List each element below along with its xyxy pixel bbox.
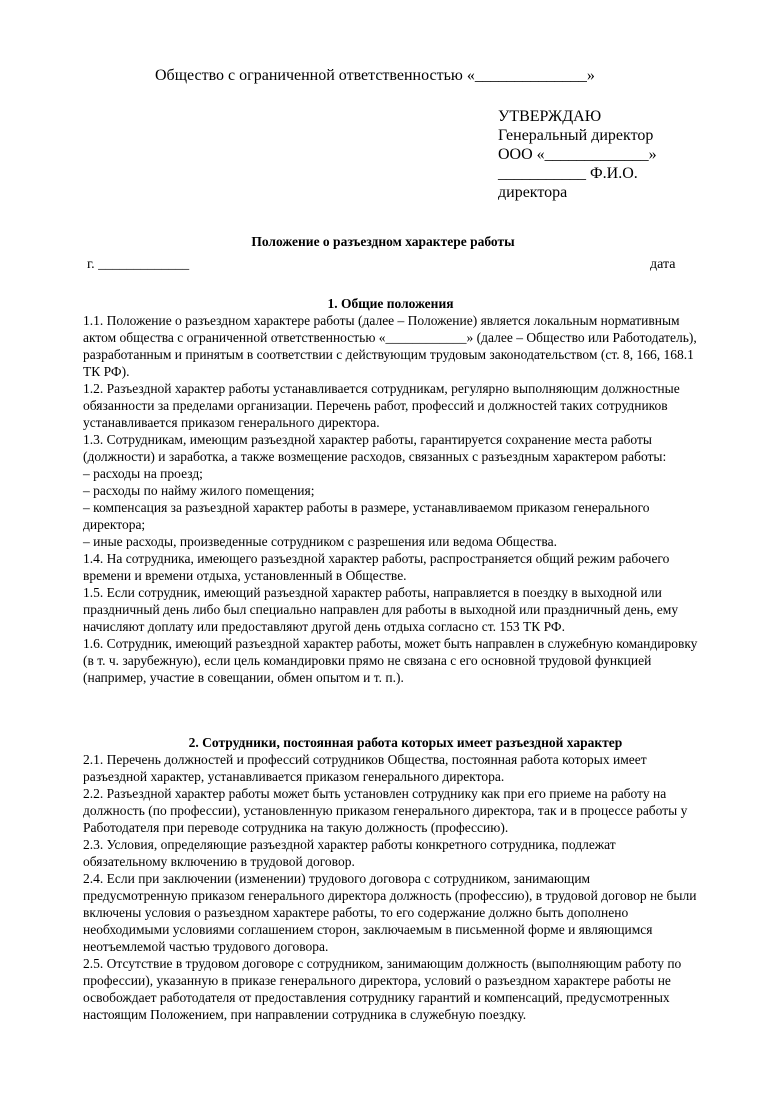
paragraph: 1.1. Положение о разъездном характере работы (далее – Положение) является локальным нормативным актом общества с ограниченной ответственностью «____________» (далее – Общество или Работодатель), разработанным и принятым в соответствии с действующим трудовым законодательством (ст. 8, 166, 168.1 ТК РФ).	[83, 313, 697, 379]
paragraph: 2.3. Условия, определяющие разъездной характер работы конкретного сотрудника, подлежат обязательному включению в трудовой договор.	[83, 837, 616, 869]
list-item: – расходы на проезд;	[83, 466, 203, 481]
paragraph: 1.5. Если сотрудник, имеющий разъездной характер работы, направляется в поездку в выходной или праздничный день либо был специально направлен для работы в выходной или праздничный день, ему начисляют доплату или предоставляют другой день отдыха согласно ст. 153 ТК РФ.	[83, 585, 679, 634]
list-item: – компенсация за разъездной характер работы в размере, устанавливаемом приказом генерального директора;	[83, 500, 650, 532]
section-heading: 2. Сотрудники, постоянная работа которых имеет разъездной характер	[188, 735, 623, 750]
section-general	[83, 295, 698, 686]
date-field: дата	[650, 257, 676, 272]
approval-line: ___________ Ф.И.О.	[498, 165, 638, 182]
approval-line: УТВЕРЖДАЮ	[498, 108, 602, 125]
paragraph: 1.4. На сотрудника, имеющего разъездной характер работы, распространяется общий режим рабочего времени и времени отдыха, установленный в Обществе.	[83, 551, 670, 583]
paragraph: 1.6. Сотрудник, имеющий разъездной характер работы, может быть направлен в служебную командировку (в т. ч. зарубежную), если цель командировки прямо не связана с его основной трудовой функцией (например, участие в совещании, обмен опытом и т. п.).	[83, 636, 698, 685]
section-employees	[83, 734, 698, 1023]
approval-line: ООО «_____________»	[498, 146, 657, 163]
list-item: – иные расходы, произведенные сотрудником с разрешения или ведома Общества.	[83, 534, 557, 549]
document-title: Положение о разъездном характере работы	[251, 234, 515, 249]
paragraph: 2.5. Отсутствие в трудовом договоре с сотрудником, занимающим должность (выполняющим работу по профессии), указанную в приказе генерального директора, условий о разъездном характере работы не освобождает работодателя от предоставления сотруднику гарантий и компенсаций, предусмотренных настоящим Положением, при направлении сотрудника в служебную поездку.	[83, 956, 682, 1022]
company-name: Общество с ограниченной ответственностью «______________»	[155, 67, 595, 84]
section-heading: 1. Общие положения	[327, 296, 454, 311]
approval-block	[498, 107, 657, 202]
paragraph: 2.4. Если при заключении (изменении) трудового договора с сотрудником, занимающим предусмотренную приказом генерального директора должность (профессию), в трудовой договор не были включены условия о разъездном характере работы, то его содержание должно быть дополнено необходимыми условиями соглашением сторон, заключаемым в письменной форме и являющимся неотъемлемой частью трудового договора.	[83, 871, 697, 954]
city-field: г. _____________	[87, 257, 190, 272]
paragraph: 1.3. Сотрудникам, имеющим разъездной характер работы, гарантируется сохранение места работы (должности) и заработка, а также возмещение расходов, связанных с разъездным характером работы:	[83, 432, 667, 464]
paragraph: 2.1. Перечень должностей и профессий сотрудников Общества, постоянная работа которых имеет разъездной характер, устанавливается приказом генерального директора.	[83, 752, 647, 784]
list-item: – расходы по найму жилого помещения;	[83, 483, 315, 498]
paragraph: 1.2. Разъездной характер работы устанавливается сотрудникам, регулярно выполняющим должностные обязанности за пределами организации. Перечень работ, профессий и должностей таких сотрудников устанавливается приказом генерального директора.	[83, 381, 680, 430]
approval-line: Генеральный директор	[498, 127, 654, 144]
paragraph: 2.2. Разъездной характер работы может быть установлен сотруднику как при его приеме на работу на должность (по профессии), установленную приказом генерального директора, так и в процессе работы у Работодателя при переводе сотрудника на такую должность (профессию).	[83, 786, 688, 835]
approval-line: директора	[498, 184, 568, 201]
